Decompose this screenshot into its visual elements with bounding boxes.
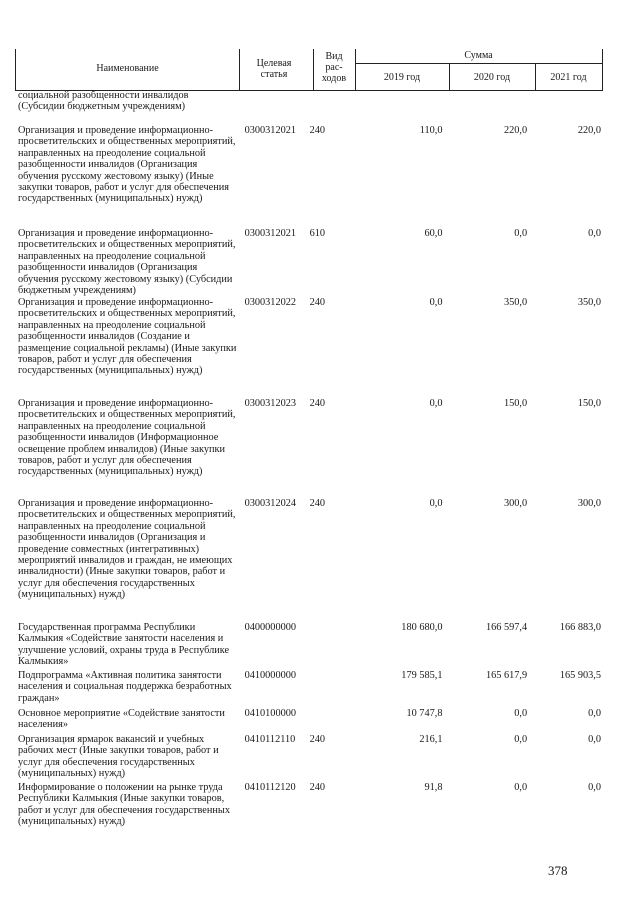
row-type: 240 bbox=[309, 498, 326, 509]
row-type: 240 bbox=[309, 297, 326, 308]
row-value-2020: 0,0 bbox=[514, 734, 528, 745]
row-name: Организация и проведение информационно-просветительских и общественных мероприятий, направленных на преодоление социальной разобщенности инвалидов (Организация и проведение совместных (интегративных) мероприятий инвалидов и граждан, не имеющих инвалидности) (Иные закупки товаров, работ и услуг для обеспечения государственных (муниципальных) нужд) bbox=[18, 498, 236, 601]
row-value-2019: 216,1 bbox=[419, 734, 443, 745]
row-value-2021: 0,0 bbox=[588, 228, 601, 239]
row-code: 0400000000 bbox=[244, 622, 297, 633]
row-value-2021: 150,0 bbox=[577, 398, 601, 409]
table-row bbox=[15, 670, 601, 708]
row-name bbox=[15, 113, 241, 125]
row-code: 0300312023 bbox=[244, 398, 297, 409]
row-value-2021: 165 903,5 bbox=[559, 670, 601, 681]
row-value-2021: 350,0 bbox=[577, 297, 601, 308]
header-type: Вид рас-ходов bbox=[321, 51, 347, 84]
row-value-2019: 0,0 bbox=[429, 498, 443, 509]
row-type: 240 bbox=[309, 734, 326, 745]
table-row bbox=[15, 297, 601, 398]
row-value-2019: 10 747,8 bbox=[406, 708, 443, 719]
row-value-2020: 300,0 bbox=[503, 498, 528, 509]
row-type bbox=[308, 670, 349, 708]
header-year-2019: 2019 год bbox=[383, 72, 421, 83]
row-value-2021: 220,0 bbox=[577, 125, 601, 136]
row-value-2020: 220,0 bbox=[503, 125, 528, 136]
row-code: 0300312021 bbox=[244, 125, 297, 136]
header-year-2020: 2020 год bbox=[473, 72, 511, 83]
row-value-2020: 165 617,9 bbox=[485, 670, 528, 681]
row-name: Организация и проведение информационно-просветительских и общественных мероприятий, направленных на преодоление социальной разобщенности инвалидов (Организация обучения русскому жестовому языку) (Иные закупки товаров, работ и услуг для обеспечения государственных (муниципальных) нужд) bbox=[18, 125, 236, 205]
row-type: 240 bbox=[309, 782, 326, 793]
row-code: 0410112120 bbox=[244, 782, 296, 793]
row-code bbox=[238, 90, 308, 113]
table-row-spacer bbox=[15, 113, 601, 125]
row-code: 0300312024 bbox=[244, 498, 297, 509]
row-code: 0300312022 bbox=[244, 297, 297, 308]
row-code: 0410100000 bbox=[244, 708, 297, 719]
header-name: Наименование bbox=[96, 63, 159, 74]
row-value-2021: 0,0 bbox=[588, 734, 601, 745]
row-code: 0410000000 bbox=[244, 670, 297, 681]
row-value-2020: 350,0 bbox=[503, 297, 528, 308]
row-value-2020: 0,0 bbox=[514, 708, 528, 719]
table-row bbox=[15, 734, 601, 782]
page-number: 378 bbox=[548, 863, 568, 878]
row-value-2019: 60,0 bbox=[424, 228, 443, 239]
row-value-2019 bbox=[349, 90, 443, 113]
table-row bbox=[15, 90, 601, 113]
table-row bbox=[15, 708, 601, 734]
row-value-2020: 150,0 bbox=[503, 398, 528, 409]
row-value-2019: 180 680,0 bbox=[401, 622, 443, 633]
row-value-2021 bbox=[527, 90, 601, 113]
header-year-2021: 2021 год bbox=[550, 72, 587, 83]
header-code: Целевая статья bbox=[256, 58, 292, 80]
row-name: Организация и проведение информационно-просветительских и общественных мероприятий, направленных на преодоление социальной разобщенности инвалидов (Информационное освещение проблем инвалидов) (Иные закупки товаров, работ и услуг для обеспечения государственных (муниципальных) нужд) bbox=[18, 398, 236, 478]
table-row bbox=[15, 498, 601, 622]
row-type: 610 bbox=[309, 228, 326, 239]
table-body bbox=[15, 90, 601, 830]
row-value-2019: 91,8 bbox=[424, 782, 443, 793]
row-type bbox=[308, 708, 349, 734]
row-name: Основное мероприятие «Содействие занятости населения» bbox=[18, 708, 225, 731]
row-value-2021: 0,0 bbox=[588, 708, 601, 719]
row-type bbox=[308, 622, 349, 670]
row-type bbox=[308, 90, 349, 113]
table-row bbox=[15, 228, 601, 297]
row-type: 240 bbox=[309, 398, 326, 409]
row-value-2020: 0,0 bbox=[514, 228, 528, 239]
row-code: 0410112110 bbox=[244, 734, 296, 745]
row-value-2019: 0,0 bbox=[429, 297, 443, 308]
row-value-2020 bbox=[442, 90, 527, 113]
row-name: Организация и проведение информационно-просветительских и общественных мероприятий, направленных на преодоление социальной разобщенности инвалидов (Организация обучения русскому жестовому языку) (Субсидии бюджетным учреждениям) bbox=[18, 228, 236, 297]
row-value-2020: 0,0 bbox=[514, 782, 528, 793]
row-name: социальной разобщенности инвалидов (Субсидии бюджетным учреждениям) bbox=[18, 90, 189, 113]
row-value-2021: 0,0 bbox=[588, 782, 601, 793]
header-sum: Сумма bbox=[464, 50, 493, 61]
row-name: Подпрограмма «Активная политика занятости населения и социальная поддержка безработных граждан» bbox=[18, 670, 232, 704]
row-name: Организация ярмарок вакансий и учебных рабочих мест (Иные закупки товаров, работ и услуг для обеспечения государственных (муниципальных) нужд) bbox=[18, 734, 219, 780]
table-row bbox=[15, 782, 601, 830]
row-name: Информирование о положении на рынке труда Республики Калмыкия (Иные закупки товаров, работ и услуг для обеспечения государственных (муниципальных) нужд) bbox=[18, 782, 230, 828]
row-value-2019: 110,0 bbox=[419, 125, 443, 136]
table-row bbox=[15, 622, 601, 670]
row-value-2021: 166 883,0 bbox=[559, 622, 601, 633]
row-value-2020: 166 597,4 bbox=[485, 622, 528, 633]
table-row bbox=[15, 125, 601, 228]
row-name: Государственная программа Республики Калмыкия «Содействие занятости населения и улучшение условий, охраны труда в Республике Калмыкия» bbox=[18, 622, 230, 668]
row-value-2019: 0,0 bbox=[429, 398, 443, 409]
table-header bbox=[15, 49, 603, 91]
table-row bbox=[15, 398, 601, 498]
row-code: 0300312021 bbox=[244, 228, 297, 239]
row-name: Организация и проведение информационно-просветительских и общественных мероприятий, направленных на преодоление социальной разобщенности инвалидов (Создание и размещение социальной рекламы) (Иные закупки товаров, работ и услуг для обеспечения государственных (муниципальных) нужд) bbox=[18, 297, 237, 377]
row-value-2021: 300,0 bbox=[577, 498, 601, 509]
row-type: 240 bbox=[309, 125, 326, 136]
row-value-2019: 179 585,1 bbox=[401, 670, 443, 681]
